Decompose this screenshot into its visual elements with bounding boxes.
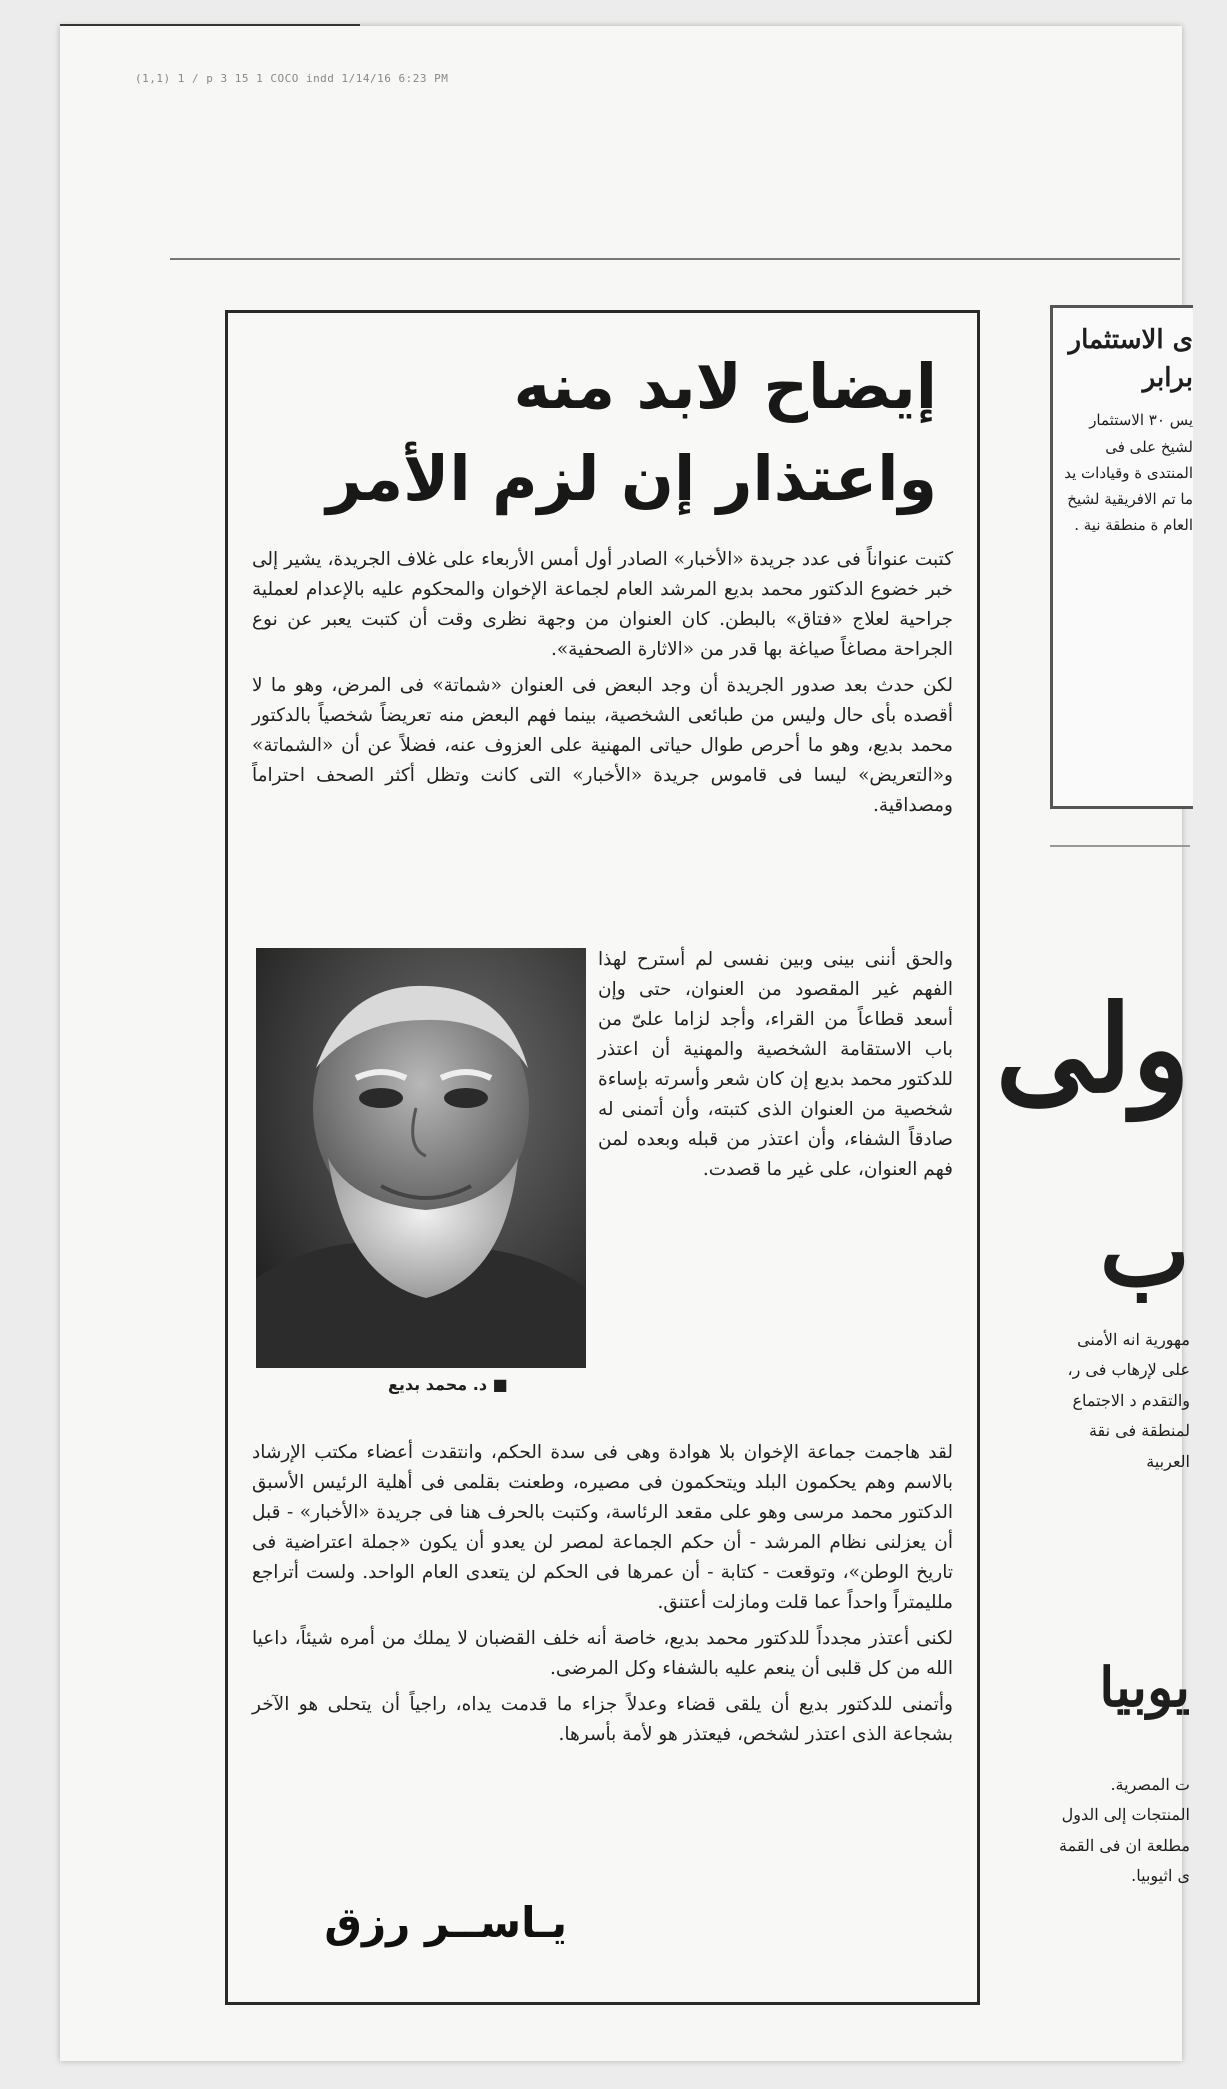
right-big-headline: ولى [995, 979, 1190, 1120]
top-rule [170, 258, 1180, 260]
paragraph-1: كتبت عنواناً فى عدد جريدة «الأخبار» الصادر أول أمس الأربعاء على غلاف الجريدة، يشير إلى خبر خضوع الدكتور محمد بديع المرشد العام لجماعة الإخوان والمحكوم عليه بالإعدام لعملية جراحية لعلاج «فتاق» بالبطن. كان العنوان من وجهة نظرى وقت أن كتبت يعبر عن نوع الجراحة مصاغاً صياغة بها قدر من «الاثارة الصحفية». [252, 549, 953, 660]
article-box [225, 310, 980, 2005]
article-headline [297, 341, 937, 525]
paragraph-5: لكنى أعتذر مجدداً للدكتور محمد بديع، خاصة أنه خلف القضبان لا يملك من أمره شيئاً، داعيا الله من كل قلبى أن ينعم عليه بالشفاء وكل المرضى. [252, 1628, 953, 1679]
right-box-text: يس ٣٠ الاستثمار لشيخ على فى المنتدى ة وقيادات يد ما تم الافريقية لشيخ العام ة منطقة نية . [1064, 411, 1193, 535]
article-body-side [598, 945, 953, 1191]
right-news-box [1050, 305, 1193, 809]
headline-line-2: واعتذار إن لزم الأمر [326, 442, 937, 515]
article-body-bottom [252, 1438, 953, 1756]
print-slug: (1,1) 1 / p 3 15 1 COCO indd 1/14/16 6:23 PM [135, 72, 449, 85]
author-signature: يـاســر رزق [324, 1898, 567, 1947]
article-body-top [252, 545, 953, 827]
paragraph-4: لقد هاجمت جماعة الإخوان بلا هوادة وهى فى سدة الحكم، وانتقدت أعضاء مكتب الإرشاد بالاسم وهم يحكمون البلد ويتحكمون فى مصيره، وطعنت بقلمى فى أهلية الرئيس الأسبق الدكتور محمد مرسى وهو على مقعد الرئاسة، وكتبت بالحرف هنا فى جريدة «الأخبار» - قبل أن يعزلنى نظام المرشد - أن حكم الجماعة لمصر لن يعدو أن يكون «جملة اعتراضية فى تاريخ الوطن»، وتوقعت - كتابة - أن عمرها فى الحكم لن يتعدى العام الواحد. ولست أتراجع ملليمتراً واحداً عما قلت ومازلت أعتنق. [252, 1442, 953, 1613]
portrait-photo [256, 948, 586, 1368]
right-column-text: مهورية انه الأمنى على لإرهاب فى ر، والتقدم د الاجتماع لمنطقة فى نقة العربية [1067, 1330, 1190, 1471]
paragraph-6: وأتمنى للدكتور بديع أن يلقى قضاء وعدلاً جزاء ما قدمت يداه، راجياً أن يتحلى هو الآخر بشجاعة الذى اعتذر لشخص، فيعتذر هو لأمة بأسرها. [252, 1694, 953, 1745]
right-box-heading: ى الاستثمار برابر [1068, 325, 1193, 393]
right-subheadline: يوبيا [1099, 1655, 1190, 1719]
paragraph-3: والحق أننى بينى وبين نفسى لم أسترح لهذا الفهم غير المقصود من العنوان، حتى وإن أسعد قطاعاً من القراء، وأجد لزاما علىّ من باب الاستقامة الشخصية والمهنية أن اعتذر للدكتور محمد بديع إن كان شعر وأسرته بإساءة شخصية من العنوان الذى كتبته، وأن أتمنى له صادقاً الشفاء، وأن اعتذر من قبله وبعده لمن فهم العنوان، على غير ما قصدت. [598, 949, 953, 1180]
right-column-text-2: ت المصرية. المنتجات إلى الدول مطلعة ان فى القمة ى اثيوبيا. [1059, 1775, 1190, 1886]
paragraph-2: لكن حدث بعد صدور الجريدة أن وجد البعض فى العنوان «شماتة» فى المرض، وهو ما لا أقصده بأى حال وليس من طبائعى الشخصية، بينما فهم البعض منه تعريضاً شخصياً بالدكتور محمد بديع، وهو ما أحرص طوال حياتى المهنية على العزوف عنه، فضلاً عن أن «الشماتة» و«التعريض» ليسا فى قاموس جريدة «الأخبار» التى كانت وتظل أكثر الصحف احتراماً ومصداقية. [252, 675, 953, 816]
portrait-image [256, 948, 586, 1368]
headline-line-1: إيضاح لابد منه [513, 350, 937, 423]
right-rule [1050, 845, 1190, 847]
photo-caption: ■ د. محمد بديع [388, 1375, 508, 1394]
right-big-letter: ب [1099, 1195, 1190, 1308]
